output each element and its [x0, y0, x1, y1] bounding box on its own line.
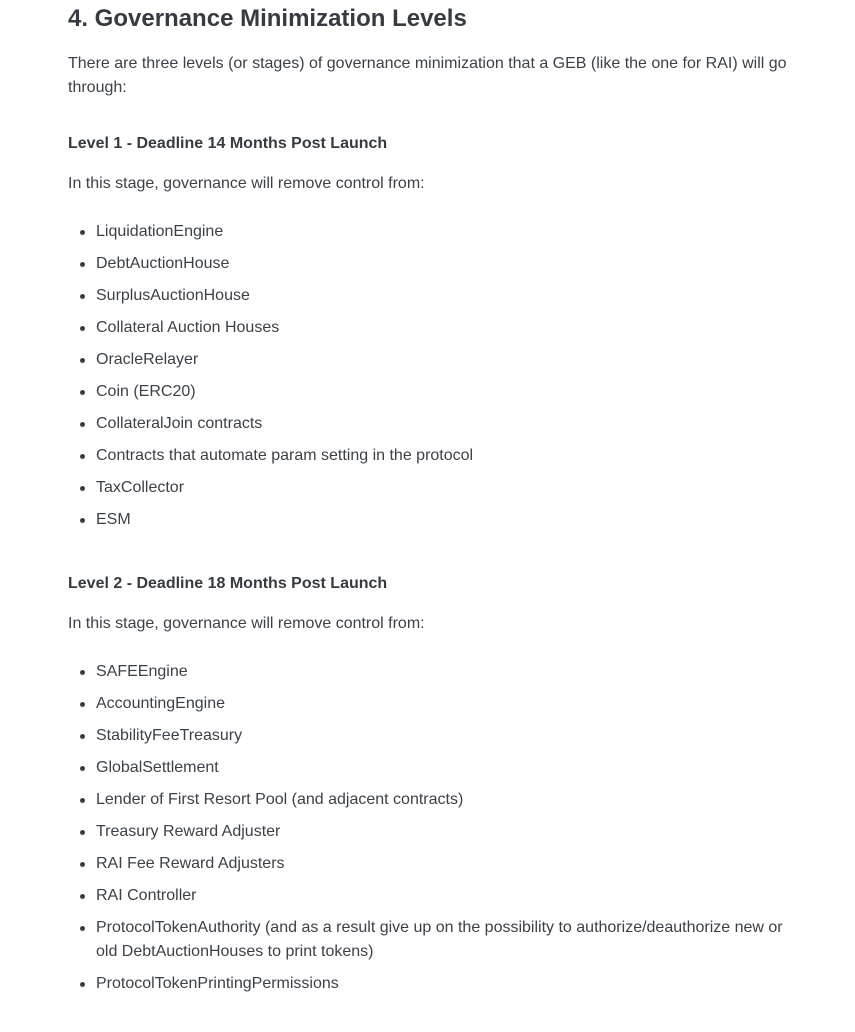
level-2-heading: Level 2 - Deadline 18 Months Post Launch: [68, 575, 388, 592]
section-intro: There are three levels (or stages) of governance minimization that a GEB (like the one for RAI) will go through:: [68, 55, 787, 96]
list-item: SAFEEngine: [68, 660, 798, 684]
list-item: DebtAuctionHouse: [68, 252, 798, 276]
list-item: CollateralJoin contracts: [68, 412, 798, 436]
level-2-lead: In this stage, governance will remove control from:: [68, 615, 425, 632]
section-title: 4. Governance Minimization Levels: [68, 5, 467, 32]
list-item: SurplusAuctionHouse: [68, 284, 798, 308]
list-item: Coin (ERC20): [68, 380, 798, 404]
list-item: OracleRelayer: [68, 348, 798, 372]
level-2-list: [68, 660, 798, 1004]
level-1-lead: In this stage, governance will remove control from:: [68, 175, 425, 192]
level-1-list: [68, 220, 798, 540]
list-item: TaxCollector: [68, 476, 798, 500]
list-item: AccountingEngine: [68, 692, 798, 716]
list-item: ProtocolTokenPrintingPermissions: [68, 972, 798, 996]
list-item: Lender of First Resort Pool (and adjacent contracts): [68, 788, 798, 812]
list-item: LiquidationEngine: [68, 220, 798, 244]
level-1-heading: Level 1 - Deadline 14 Months Post Launch: [68, 135, 388, 152]
list-item: RAI Controller: [68, 884, 798, 908]
list-item: ESM: [68, 508, 798, 532]
list-item: Contracts that automate param setting in the protocol: [68, 444, 798, 468]
list-item: Collateral Auction Houses: [68, 316, 798, 340]
list-item: Treasury Reward Adjuster: [68, 820, 798, 844]
list-item: ProtocolTokenAuthority (and as a result give up on the possibility to authorize/deauthorize new or old DebtAuctionHouses to print tokens): [68, 916, 798, 964]
list-item: RAI Fee Reward Adjusters: [68, 852, 798, 876]
list-item: StabilityFeeTreasury: [68, 724, 798, 748]
list-item: GlobalSettlement: [68, 756, 798, 780]
